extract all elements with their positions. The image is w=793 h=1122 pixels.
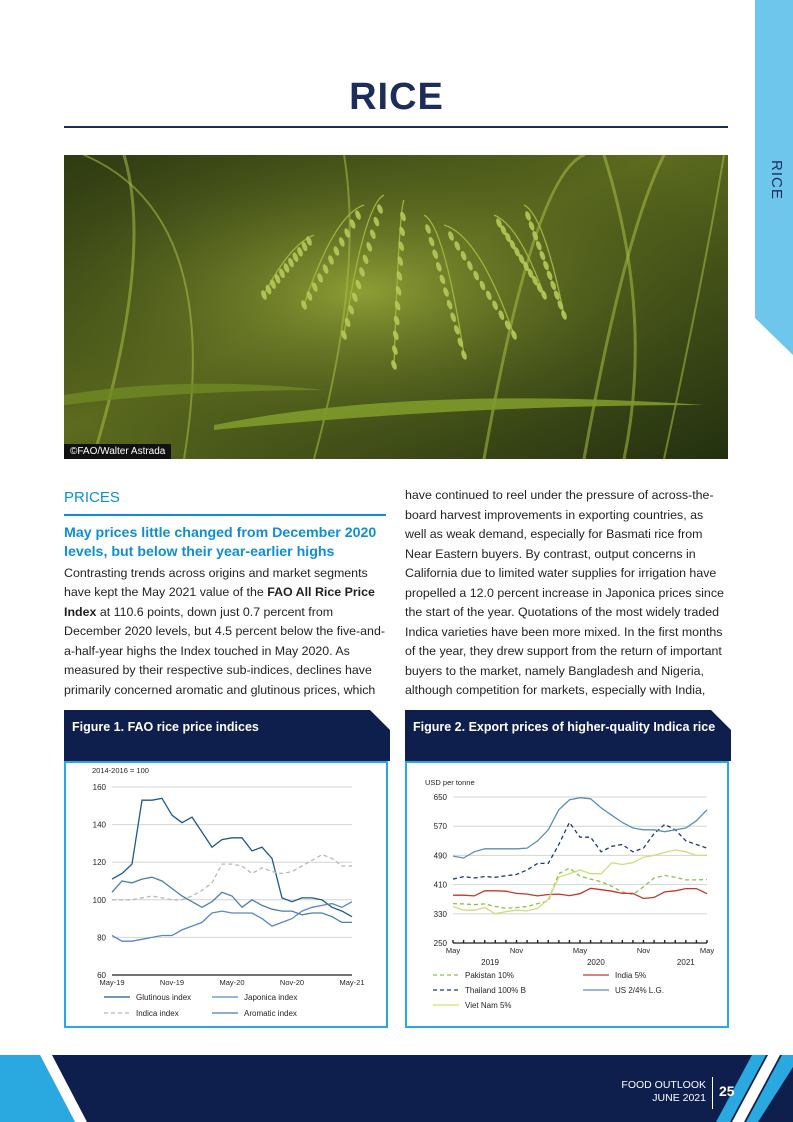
legend-label: Glutinous index xyxy=(136,993,192,1002)
paragraph-1-text-b: at 110.6 points, down just 0.7 percent from December 2020 levels, but 4.5 percent below the five-and-a-half-year highs the Index touched in May 2020. As measured by their respective sub-indices, declines have primarily concerned aromatic and glutinous prices, which xyxy=(64,604,385,697)
paragraph-2: have continued to reel under the pressure of across-the-board harvest improvements in exporting countries, as well as weak demand, especially for Basmati rice from Near Eastern buyers. By contrast, output concerns in California due to limited water supplies for irrigation have propelled a 12.0 percent increase in Japonica prices since the start of the year. Quotations of the most widely traded Indica varieties have been more mixed. In the first months of the year, they drew support from the return of important buyers to the market, namely Bangladesh and Nigeria, although competition for markets, especially with India, xyxy=(405,488,724,697)
x-tick-label: May xyxy=(445,946,461,955)
y-tick-label: 140 xyxy=(92,820,106,830)
x-tick-label: Nov-19 xyxy=(159,978,185,987)
x-year-label: 2020 xyxy=(586,958,605,967)
rice-photo xyxy=(64,155,728,459)
figure-1-header xyxy=(64,710,390,761)
paragraph-1-text-a: Contrasting trends across origins and market segments have kept the May 2021 value of the xyxy=(64,565,368,599)
y-tick-label: 490 xyxy=(433,851,447,861)
side-tab-label: RICE xyxy=(768,160,785,200)
figure-1-chart xyxy=(64,761,388,1028)
series-line xyxy=(112,902,352,942)
legend-label: Pakistan 10% xyxy=(465,971,514,980)
figure-2-title: Figure 2. Export prices of higher-quality Indica rice xyxy=(413,720,716,734)
series-line xyxy=(453,868,707,908)
figure-1 xyxy=(64,710,390,1028)
y-tick-label: 330 xyxy=(433,909,447,919)
legend-label: India 5% xyxy=(615,971,647,980)
y-tick-label: 120 xyxy=(92,858,106,868)
series-line xyxy=(112,798,352,916)
x-tick-label: Nov xyxy=(509,946,524,955)
y-tick-label: 80 xyxy=(97,933,106,943)
figure-1-title: Figure 1. FAO rice price indices xyxy=(72,720,259,734)
y-tick-label: 570 xyxy=(433,822,447,832)
page-number: 25 xyxy=(719,1083,735,1099)
section-heading-prices: PRICES xyxy=(64,488,386,516)
y-axis-unit-label: 2014-2016 = 100 xyxy=(92,766,149,775)
footer-separator xyxy=(712,1077,713,1109)
footer-line-2: JUNE 2021 xyxy=(652,1092,706,1104)
legend-label: Viet Nam 5% xyxy=(465,1001,512,1010)
x-year-label: 2019 xyxy=(481,958,499,967)
figure-2-chart xyxy=(405,761,729,1028)
legend-label: Japonica index xyxy=(244,993,298,1002)
title-rule xyxy=(64,126,728,128)
page-title: RICE xyxy=(349,76,444,118)
x-tick-label: May-20 xyxy=(219,978,245,987)
x-tick-label: May xyxy=(699,946,715,955)
legend-label: Aromatic index xyxy=(244,1009,297,1018)
figure-2-header xyxy=(405,710,731,761)
series-line xyxy=(453,888,707,898)
paragraph-1-bold: FAO All Rice Price Index xyxy=(64,585,375,619)
photo-credit: ©FAO/Walter Astrada xyxy=(64,444,171,459)
series-line xyxy=(112,855,352,900)
y-tick-label: 100 xyxy=(92,895,106,905)
left-column xyxy=(64,488,386,700)
series-line xyxy=(453,850,707,914)
series-line xyxy=(453,798,707,858)
y-tick-label: 60 xyxy=(97,971,106,980)
y-axis-unit-label: USD per tonne xyxy=(425,778,475,787)
y-tick-label: 160 xyxy=(92,783,106,792)
right-column xyxy=(405,486,727,701)
y-tick-label: 650 xyxy=(433,793,447,802)
y-tick-label: 410 xyxy=(433,880,447,890)
x-tick-label: Nov xyxy=(636,946,651,955)
footer-line-1: FOOD OUTLOOK xyxy=(621,1079,706,1091)
legend-label: Thailand 100% B xyxy=(465,986,526,995)
figure-2 xyxy=(405,710,731,1028)
x-tick-label: May xyxy=(572,946,588,955)
x-tick-label: May-21 xyxy=(339,978,365,987)
paragraph-1 xyxy=(64,564,386,701)
y-tick-label: 250 xyxy=(433,939,447,948)
side-tab xyxy=(755,0,793,355)
legend-label: Indica index xyxy=(136,1009,179,1018)
subheading: May prices little changed from December 2020 levels, but below their year-earlier highs xyxy=(64,524,377,560)
x-tick-label: Nov-20 xyxy=(279,978,305,987)
footer-publication xyxy=(621,1079,706,1105)
x-year-label: 2021 xyxy=(676,958,695,967)
x-tick-label: May-19 xyxy=(99,978,125,987)
legend-label: US 2/4% L.G. xyxy=(615,986,664,995)
